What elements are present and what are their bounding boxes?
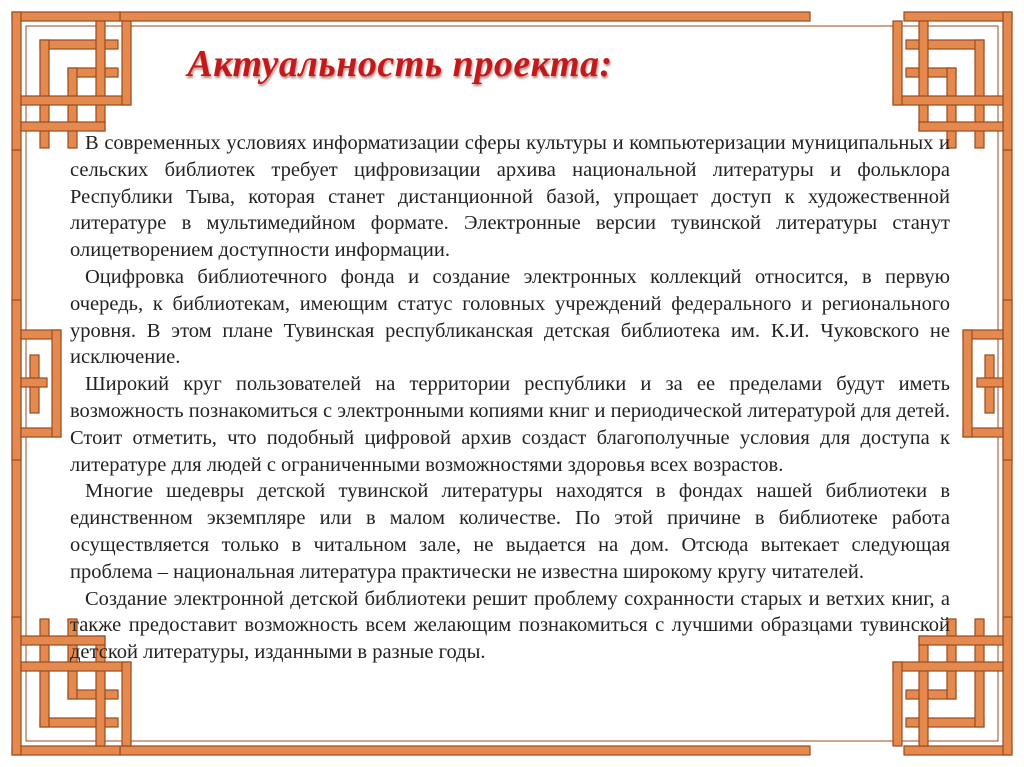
body-text: [70, 130, 950, 666]
paragraph-5: Создание электронной детской библиотеки решит проблему сохранности старых и ветхих книг, а также предоставит возможность всем желающим познакомиться с лучшими образцами тувинской детской литературы, изданными в разные годы.: [70, 587, 950, 664]
paragraph-1: В современных условиях информатизации сферы культуры и компьютеризации муниципальных и сельских библиотек требует цифровизации архива национальной литературы и фольклора Республики Тыва, которая станет дистанционной базой, упрощает доступ к художественной литературе в мультимедийном формате. Электронные версии тувинской литературы станут олицетворением доступности информации.: [70, 132, 950, 262]
paragraph-3: Широкий круг пользователей на территории республики и за ее пределами будут иметь возможность познакомиться с электронными копиями книг и периодической литературой для детей. Стоит отметить, что подобный цифровой архив создаст благополучные условия для доступа к литературе для людей с ограниченными возможностями здоровья всех возрастов.: [70, 373, 950, 476]
side-knot-left: [12, 300, 61, 460]
slide-title: Актуальность проекта:: [187, 43, 613, 85]
slide-content: [70, 40, 954, 730]
side-knot-right: [963, 300, 1012, 460]
paragraph-4: Многие шедевры детской тувинской литературы находятся в фондах нашей библиотеки в единственном экземпляре или в малом количестве. По этой причине в библиотеке работа осуществляется только в читальном зале, не выдается на дом. Отсюда вытекает следующая проблема – национальная литература практически не известна широкому кругу читателей.: [70, 480, 950, 583]
paragraph-2: Оцифровка библиотечного фонда и создание электронных коллекций относится, в первую очередь, к библиотекам, имеющим статус головных учреждений федерального и регионального уровня. В этом плане Тувинская республиканская детская библиотека им. К.И. Чуковского не исключение.: [70, 265, 950, 369]
